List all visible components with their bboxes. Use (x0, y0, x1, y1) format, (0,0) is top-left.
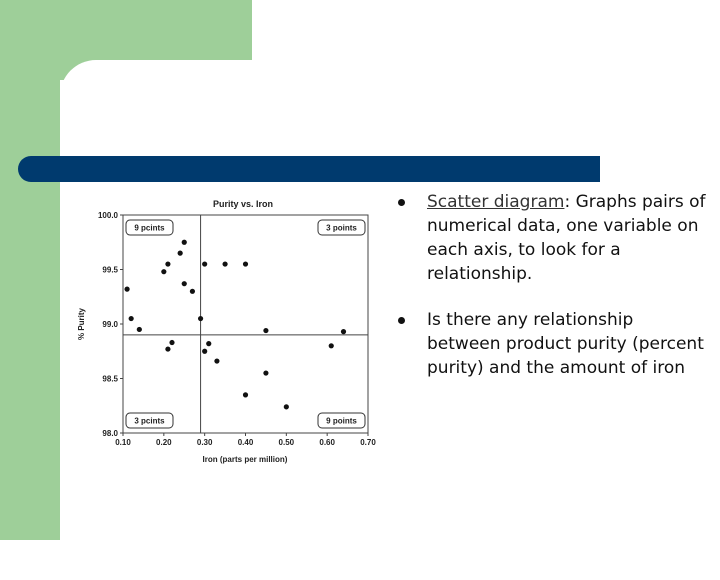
x-tick-label: 0.30 (196, 438, 213, 447)
bullet-item-1 (398, 190, 708, 286)
data-point (341, 329, 346, 334)
data-point (165, 346, 170, 351)
data-point (202, 349, 207, 354)
data-point (202, 261, 207, 266)
bullet-text-1: : Graphs pairs of numerical data, one variable on each axis, to look for a relationship. (427, 192, 706, 284)
y-tick-label: 99.5 (102, 265, 118, 275)
x-tick-label: 0.20 (156, 438, 172, 447)
bullet-text-2: Is there any relationship between product purity (percent purity) and the amount of iron (427, 310, 704, 378)
quadrant-label-top-left: 9 pcints (134, 223, 165, 233)
data-point (124, 287, 129, 292)
data-point (169, 340, 174, 345)
bullet-list (398, 190, 708, 402)
quadrant-label-bottom-right: 9 points (326, 416, 357, 426)
data-point (243, 392, 248, 397)
data-point (222, 261, 227, 266)
data-point (137, 327, 142, 332)
plot-frame (123, 215, 368, 433)
data-point (182, 240, 187, 245)
x-tick-label: 0.10 (115, 438, 131, 447)
y-tick-label: 100.0 (97, 211, 118, 220)
data-point (284, 404, 289, 409)
data-point (214, 358, 219, 363)
scatter-diagram-link[interactable]: Scatter diagram (427, 192, 565, 212)
bullet-icon (398, 317, 405, 324)
data-point (129, 316, 134, 321)
bullet-icon (398, 199, 405, 206)
green-left-band (0, 0, 60, 540)
y-tick-label: 99.0 (102, 320, 118, 329)
data-point (190, 289, 195, 294)
bullet-item-2 (398, 308, 708, 380)
data-points (124, 240, 346, 410)
data-point (329, 343, 334, 348)
y-axis-label: % Purity (77, 307, 86, 341)
data-point (178, 251, 183, 256)
scatter-chart (70, 190, 380, 480)
data-point (263, 328, 268, 333)
quadrant-label-top-right: 3 points (326, 223, 357, 233)
data-point (165, 261, 170, 266)
x-tick-label: 0.60 (319, 438, 335, 447)
y-tick-label: 98.5 (102, 374, 118, 384)
data-point (243, 261, 248, 266)
data-point (198, 316, 203, 321)
x-tick-label: 0.50 (278, 438, 295, 447)
x-tick-label: 0.40 (237, 438, 254, 447)
data-point (206, 341, 211, 346)
title-bar (18, 156, 600, 182)
chart-title: Purity vs. Iron (212, 199, 274, 209)
y-tick-label: 98.0 (102, 429, 118, 438)
quadrant-label-bottom-left: 3 pcints (134, 416, 165, 426)
data-point (182, 281, 187, 286)
x-axis-label: Iron (parts per million) (202, 455, 288, 464)
data-point (263, 370, 268, 375)
x-tick-label: 0.70 (360, 438, 376, 447)
data-point (161, 269, 166, 274)
